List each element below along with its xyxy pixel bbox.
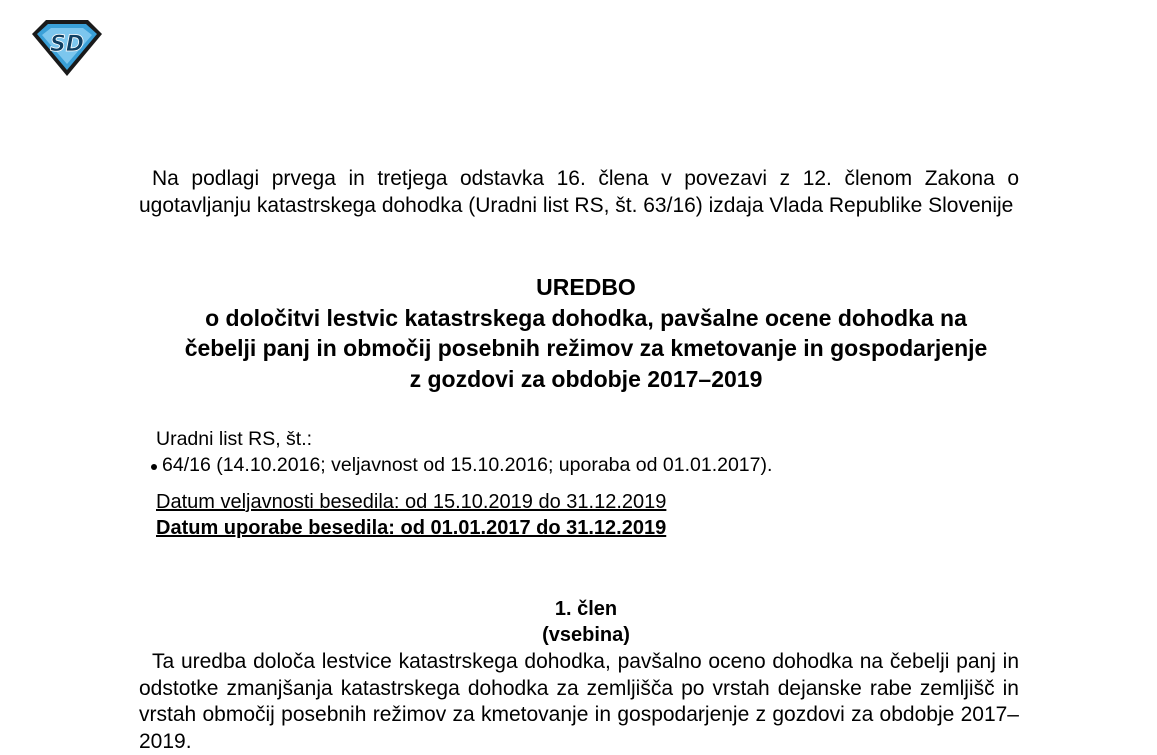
validity-date: Datum veljavnosti besedila: od 15.10.2019 do 31.12.2019 xyxy=(156,491,667,513)
title-main: UREDBO xyxy=(536,274,636,300)
gazette-item: 64/16 (14.10.2016; veljavnost od 15.10.2016; uporaba od 01.01.2017). xyxy=(151,452,772,478)
sd-shield-logo xyxy=(30,18,104,78)
article-subject: (vsebina) xyxy=(542,624,630,646)
article-paragraph xyxy=(139,649,1019,755)
article-number: 1. člen xyxy=(554,598,618,620)
document-title xyxy=(139,272,1033,394)
date-block xyxy=(156,489,666,541)
svg-text:SD: SD xyxy=(49,32,85,57)
shield-logo-icon xyxy=(30,18,104,78)
gazette-label: Uradni list RS, št.: xyxy=(156,428,313,450)
usage-date: Datum uporabe besedila: od 01.01.2017 do 31.12.2019 xyxy=(156,517,667,539)
article-text: Ta uredba določa lestvice katastrskega dohodka, pavšalno oceno dohodka na čebelji panj in odstotke zmanjšanja katastrskega dohodka za zemljišča po vrstah dejanske rabe zemljišč in vrstah območij posebnih režimov za kmetovanje in gospodarjenje z gozdovi za obdobje 2017–2019. xyxy=(139,650,1019,753)
gazette-reference xyxy=(156,426,772,478)
preamble-paragraph xyxy=(139,166,1019,219)
title-subtitle: o določitvi lestvic katastrskega dohodka, pavšalne ocene dohodka na čebelji panj in območij posebnih režimov za kmetovanje in gospodarjenje z gozdovi za obdobje 2017–2019 xyxy=(184,304,988,392)
article-heading xyxy=(139,596,1033,648)
gazette-list xyxy=(156,452,772,478)
preamble-text: Na podlagi prvega in tretjega odstavka 16. člena v povezavi z 12. členom Zakona o ugotavljanju katastrskega dohodka (Uradni list RS, št. 63/16) izdaja Vlada Republike Slovenije xyxy=(139,167,1019,217)
